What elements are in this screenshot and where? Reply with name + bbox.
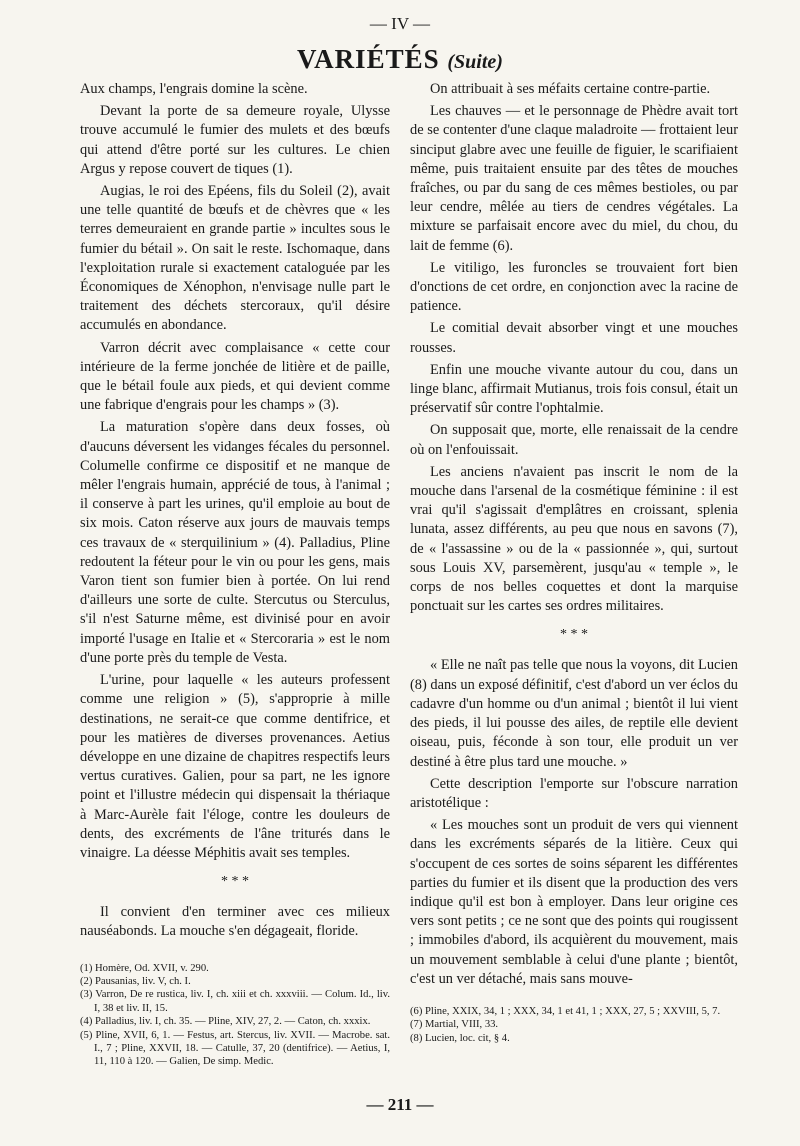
footnote: (4) Palladius, liv. I, ch. 35. — Pline, XIV, 27, 2. — Caton, ch. xxxix. bbox=[80, 1016, 371, 1028]
footnote: (7) Martial, VIII, 33. bbox=[410, 1019, 499, 1031]
footnotes bbox=[410, 1005, 738, 1045]
right-column bbox=[410, 80, 738, 1045]
paragraph: Cette description l'emporte sur l'obscure narration aristotélique : bbox=[410, 775, 738, 811]
paragraph: Le comitial devait absorber vingt et une mouches rousses. bbox=[410, 320, 738, 356]
section-subtitle: (Suite) bbox=[447, 51, 503, 73]
section-separator: * * * bbox=[221, 874, 249, 890]
section-separator: * * * bbox=[560, 627, 588, 643]
paragraph: Devant la porte de sa demeure royale, Ulysse trouve accumulé le fumier des mulets et des bœufs qui attend d'être porté sur les cultures. Le chien Argus y repose couvert de tiques (1). bbox=[80, 103, 390, 177]
paragraph: Aux champs, l'engrais domine la scène. bbox=[80, 81, 308, 97]
paragraph: « Les mouches sont un produit de vers qui viennent dans les excréments séparés de la litière. Ceux qui s'occupent de ces sortes de soins séparent les différentes parties du fumier et ils disent que la production des vers indique qu'il est bon à employer. Dans leur origine ces vers sont petits ; ce ne sont que des points qui rougissent ; immobiles d'abord, ils acquièrent du mouvement, mais un mouvement semblable à celui d'une plante ; bientôt, c'est un ver détaché, mais sans mouve- bbox=[410, 817, 738, 987]
footnotes bbox=[80, 962, 390, 1069]
paragraph: Les chauves — et le personnage de Phèdre avait tort de se contenter d'une claque maladroite — frottaient leur sinciput glabre avec une feuille de figuier, le scarifiaient même, puis traitaient ensuite par des têtes de mouches fraîches, ou par du sang de ces mêmes bestioles, ou par leur cendre, mêlée au tiers de cendres végétales. La mixture se parfaisait encore avec du miel, du chou, du lait de femme (6). bbox=[410, 103, 738, 254]
paragraph: On attribuait à ses méfaits certaine contre-partie. bbox=[430, 81, 711, 97]
paragraph: Les anciens n'avaient pas inscrit le nom de la mouche dans l'arsenal de la cosmétique féminine : il est vrai qu'il s'agissait d'emplâtres en croissant, splenia lunata, assez différents, au peu que nous en savons (7), de « l'assassine » ou de la « passionnée », qui, surtout sous Louis XV, parsemèrent, jusqu'au « temple », le corps de nos belles coquettes et dont la marquise ponctuait sur les cartes ses ordres militaires. bbox=[410, 463, 738, 615]
section-title bbox=[0, 44, 800, 75]
paragraph: On supposait que, morte, elle renaissait de la cendre où on l'enfouissait. bbox=[410, 422, 738, 458]
paragraph: L'urine, pour laquelle « les auteurs professent comme une religion » (5), s'approprie à mille destinations, ne serait-ce que comme dentifrice, et pour les matières de diverses provenances. Aetius développe en une dizaine de chapitres respectifs leurs vertus curatives. Galien, pour sa part, ne les ignore point et l'illustre médecin qui dispensait la thériaque à Marc-Aurèle fait l'éloge, contre les douleurs de dents, des excréments de l'âne triturés dans le vinaigre. La déesse Méphitis avait ses temples. bbox=[80, 672, 390, 861]
left-column bbox=[80, 80, 390, 1069]
footnote: (5) Pline, XVII, 6, 1. — Festus, art. Stercus, liv. XVII. — Macrobe. sat. I., 7 ; Pline, XXVII, 18. — Catulle, 37, 20 (dentifrice). — Aetius, I, 11, 110 à 120. — Galien, De simp. Medic. bbox=[80, 1029, 390, 1068]
paragraph: Varron décrit avec complaisance « cette cour intérieure de la ferme jonchée de litière et de paille, que le bétail foule aux pieds, et qui devient comme une fabrique d'engrais pour les champs » (3). bbox=[80, 339, 390, 414]
footnote: (1) Homère, Od. XVII, v. 290. bbox=[80, 962, 209, 974]
page-number: — 211 — bbox=[366, 1095, 434, 1114]
paragraph: Le vitiligo, les furoncles se trouvaient fort bien d'onctions de cet ordre, en conjonction avec la racine de patience. bbox=[410, 259, 738, 315]
paragraph: « Elle ne naît pas telle que nous la voyons, dit Lucien (8) dans un exposé définitif, c'est d'abord un ver éclos du cadavre d'un homme ou d'un animal ; bientôt il lui vient des pieds, il lui pousse des ailes, de reptile elle devient oiseau, puis, féconde à son tour, elle produit un ver destiné à être plus tard une mouche. » bbox=[410, 657, 738, 770]
footnote: (8) Lucien, loc. cit, § 4. bbox=[410, 1032, 510, 1044]
section-folio: — IV — bbox=[369, 14, 431, 33]
paragraph: La maturation s'opère dans deux fosses, où d'aucuns déversent les vidanges fécales du personnel. Columelle confirme ce dispositif et ne manque de mêler l'engrais humain, apprécié de tous, à l'animal ; il conserve à part les urines, qu'il emploie au bout de six mois. Caton réserve aux jours de mauvais temps ces travaux de « sterquilinium » (4). Palladius, Pline redoutent la féteur pour le vin ou pour les gens, mais Varon tient son fumier bien à portée. On lui rend d'ailleurs une sorte de culte. Stercutus ou Sterculus, s'il n'est Saturne même, est divinisé pour en avoir importé l'usage en Italie et « Stercoraria » est le nom d'une porte près du temple de Vesta. bbox=[80, 419, 390, 666]
paragraph: Enfin une mouche vivante autour du cou, dans un linge blanc, affirmait Mutianus, trois fois consul, était un préservatif sûr contre l'ophtalmie. bbox=[410, 361, 738, 417]
footnote: (6) Pline, XXIX, 34, 1 ; XXX, 34, 1 et 41, 1 ; XXX, 27, 5 ; XXVIII, 5, 7. bbox=[410, 1005, 721, 1017]
paragraph: Augias, le roi des Epéens, fils du Soleil (2), avait une telle quantité de bœufs et de chèvres que « les terres demeuraient en grande partie » incultes sous le fumier du bétail ». On sait le reste. Ischomaque, dans l'exploitation rurale si exactement cataloguée par les Économiques de Xénophon, n'envisage nulle part le traitement des déchets stercoraux, qu'il désire accumulés en abondance. bbox=[80, 183, 390, 334]
footnote: (2) Pausanias, liv. V, ch. I. bbox=[80, 975, 191, 987]
paragraph: Il convient d'en terminer avec ces milieux nauséabonds. La mouche s'en dégageait, floride. bbox=[80, 904, 390, 940]
section-title-text: VARIÉTÉS bbox=[297, 44, 440, 74]
footnote: (3) Varron, De re rustica, liv. I, ch. xiii et ch. xxxviii. — Colum. Id., liv. I, 38 et liv. II, 15. bbox=[80, 989, 390, 1014]
